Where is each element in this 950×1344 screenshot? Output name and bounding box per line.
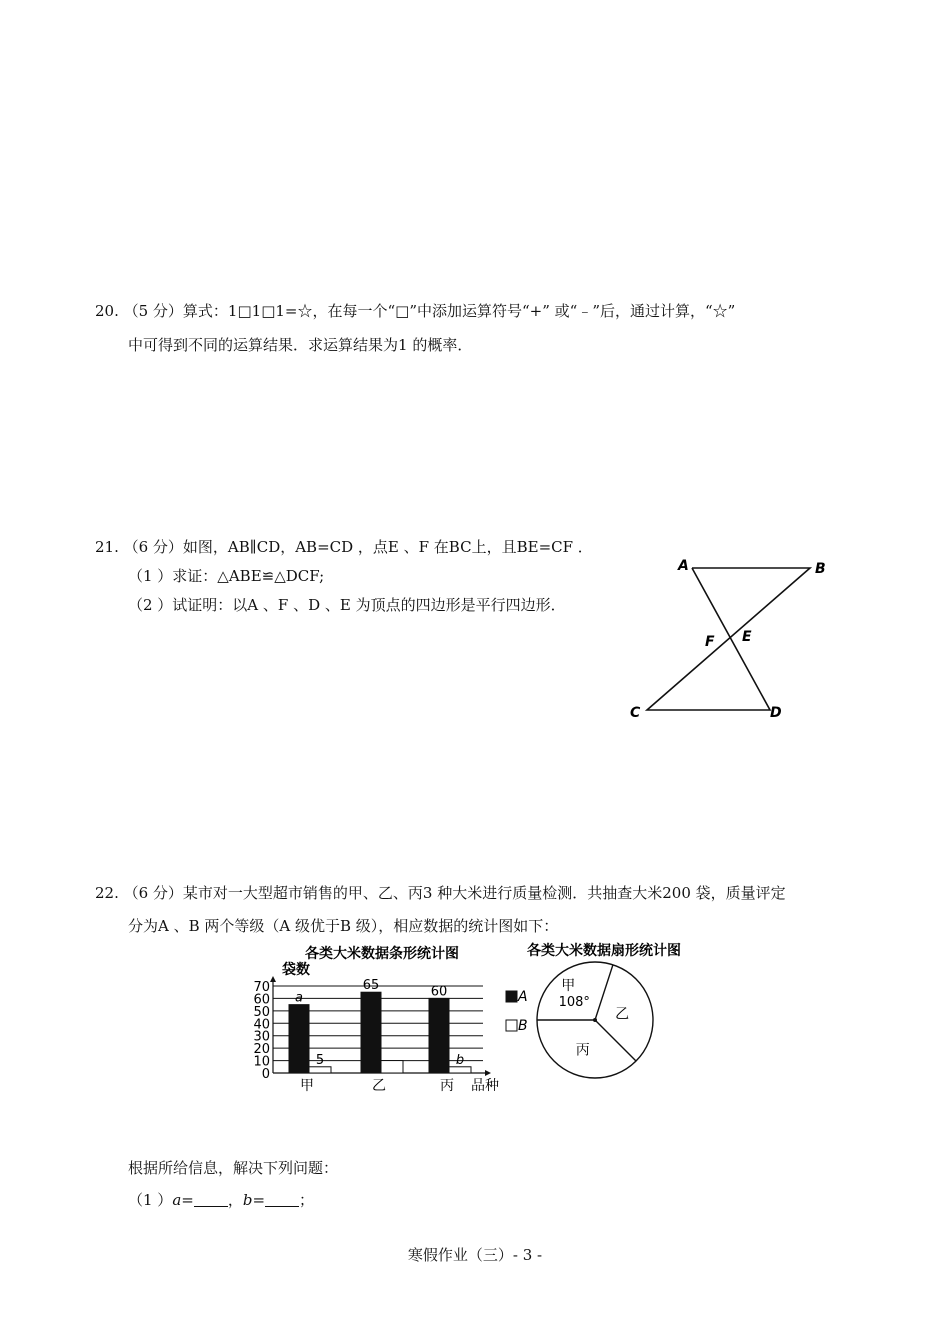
q21-figure (620, 550, 850, 720)
q22-part1 (128, 1190, 314, 1210)
x-axis-arrow (485, 1070, 491, 1076)
q21-part2: （2 ）试证明：以A 、F 、D 、E 为顶点的四边形是平行四边形． (128, 596, 566, 614)
bar-chart-xlabel: 品种 (471, 1078, 499, 1094)
label-D: D (770, 705, 782, 720)
q22-part1-sep: ， (227, 1191, 243, 1209)
bar-A-丙 (429, 998, 449, 1073)
label-B: B (815, 561, 826, 577)
q22-part1-a: a= (172, 1191, 194, 1209)
xtick-甲: 甲 (300, 1078, 314, 1094)
bar-label-B-甲: 5 (315, 1052, 325, 1068)
q22-part1-prefix: （1 ） (128, 1191, 173, 1209)
bar-label-B-丙: b (455, 1052, 465, 1068)
ytick-70: 70 (253, 980, 270, 995)
page-footer: 寒假作业（三）- 3 - (407, 1246, 543, 1264)
bar-A-乙 (361, 992, 381, 1073)
ytick-0: 0 (261, 1067, 270, 1082)
bar-label-A-丙: 60 (430, 984, 448, 1000)
q20-line2: 中可得到不同的运算结果．求运算结果为1 的概率． (128, 336, 473, 354)
bar-A-甲 (289, 1005, 309, 1073)
bar-chart (245, 938, 530, 1098)
bar-marks (289, 978, 471, 1073)
bar-label-A-甲: a (295, 990, 303, 1006)
bar-label-A-乙: 65 (362, 978, 380, 994)
legend-label-A: A (518, 989, 528, 1005)
ytick-20: 20 (253, 1042, 270, 1058)
label-F: F (705, 634, 715, 650)
legend-label-B: B (518, 1018, 528, 1034)
ytick-40: 40 (253, 1017, 270, 1033)
legend-swatch-B (506, 1020, 517, 1031)
pie-chart-title: 各类大米数据扇形统计图 (527, 943, 681, 959)
bar-chart-ylabel: 袋数 (282, 962, 310, 978)
ytick-10: 10 (253, 1054, 270, 1070)
pie-label-丙: 丙 (575, 1042, 590, 1059)
pie-label-乙: 乙 (615, 1006, 630, 1023)
pie-angle-label: 108° (558, 995, 590, 1011)
answer-blank-b[interactable] (265, 1192, 299, 1207)
pie-label-甲: 甲 (561, 978, 576, 995)
q22-part1-end: ； (299, 1191, 315, 1209)
pie-center (593, 1018, 597, 1022)
pie-chart (525, 938, 715, 1088)
bar-xticks (300, 1078, 454, 1094)
q21-part1: （1 ）求证：△ABE≌△DCF; (128, 567, 325, 585)
y-axis-arrow (270, 976, 276, 982)
q22-after: 根据所给信息，解决下列问题： (128, 1159, 339, 1177)
q22-line1: 22. （6 分）某市对一大型超市销售的甲、乙、丙3 种大米进行质量检测．共抽查大米200 袋，质量评定 (95, 884, 786, 902)
xtick-乙: 乙 (372, 1078, 386, 1094)
label-E: E (742, 629, 752, 645)
bar-chart-title: 各类大米数据条形统计图 (305, 946, 459, 962)
bar-yticks (253, 980, 270, 1082)
q20-line1: 20. （5 分）算式：1□1□1=☆，在每一个“□”中添加运算符号“+” 或“﹣”后，通过计算，“☆” (95, 302, 736, 320)
figure-lines (647, 568, 810, 710)
bar-B-乙 (381, 1061, 403, 1073)
xtick-丙: 丙 (440, 1078, 454, 1094)
q22-line2: 分为A 、B 两个等级（A 级优于B 级），相应数据的统计图如下： (128, 917, 559, 935)
ytick-60: 60 (253, 992, 270, 1008)
answer-blank-a[interactable] (194, 1192, 228, 1207)
ytick-30: 30 (253, 1029, 270, 1045)
label-A: A (678, 558, 689, 574)
pie-marks (537, 962, 653, 1078)
q22-part1-b: b= (242, 1191, 266, 1209)
label-C: C (630, 705, 641, 720)
ytick-50: 50 (253, 1004, 270, 1020)
legend-swatch-A (506, 991, 517, 1002)
q21-line1: 21. （6 分）如图，AB∥CD，AB=CD ，点E 、F 在BC上，且BE=CF ． (95, 538, 593, 556)
